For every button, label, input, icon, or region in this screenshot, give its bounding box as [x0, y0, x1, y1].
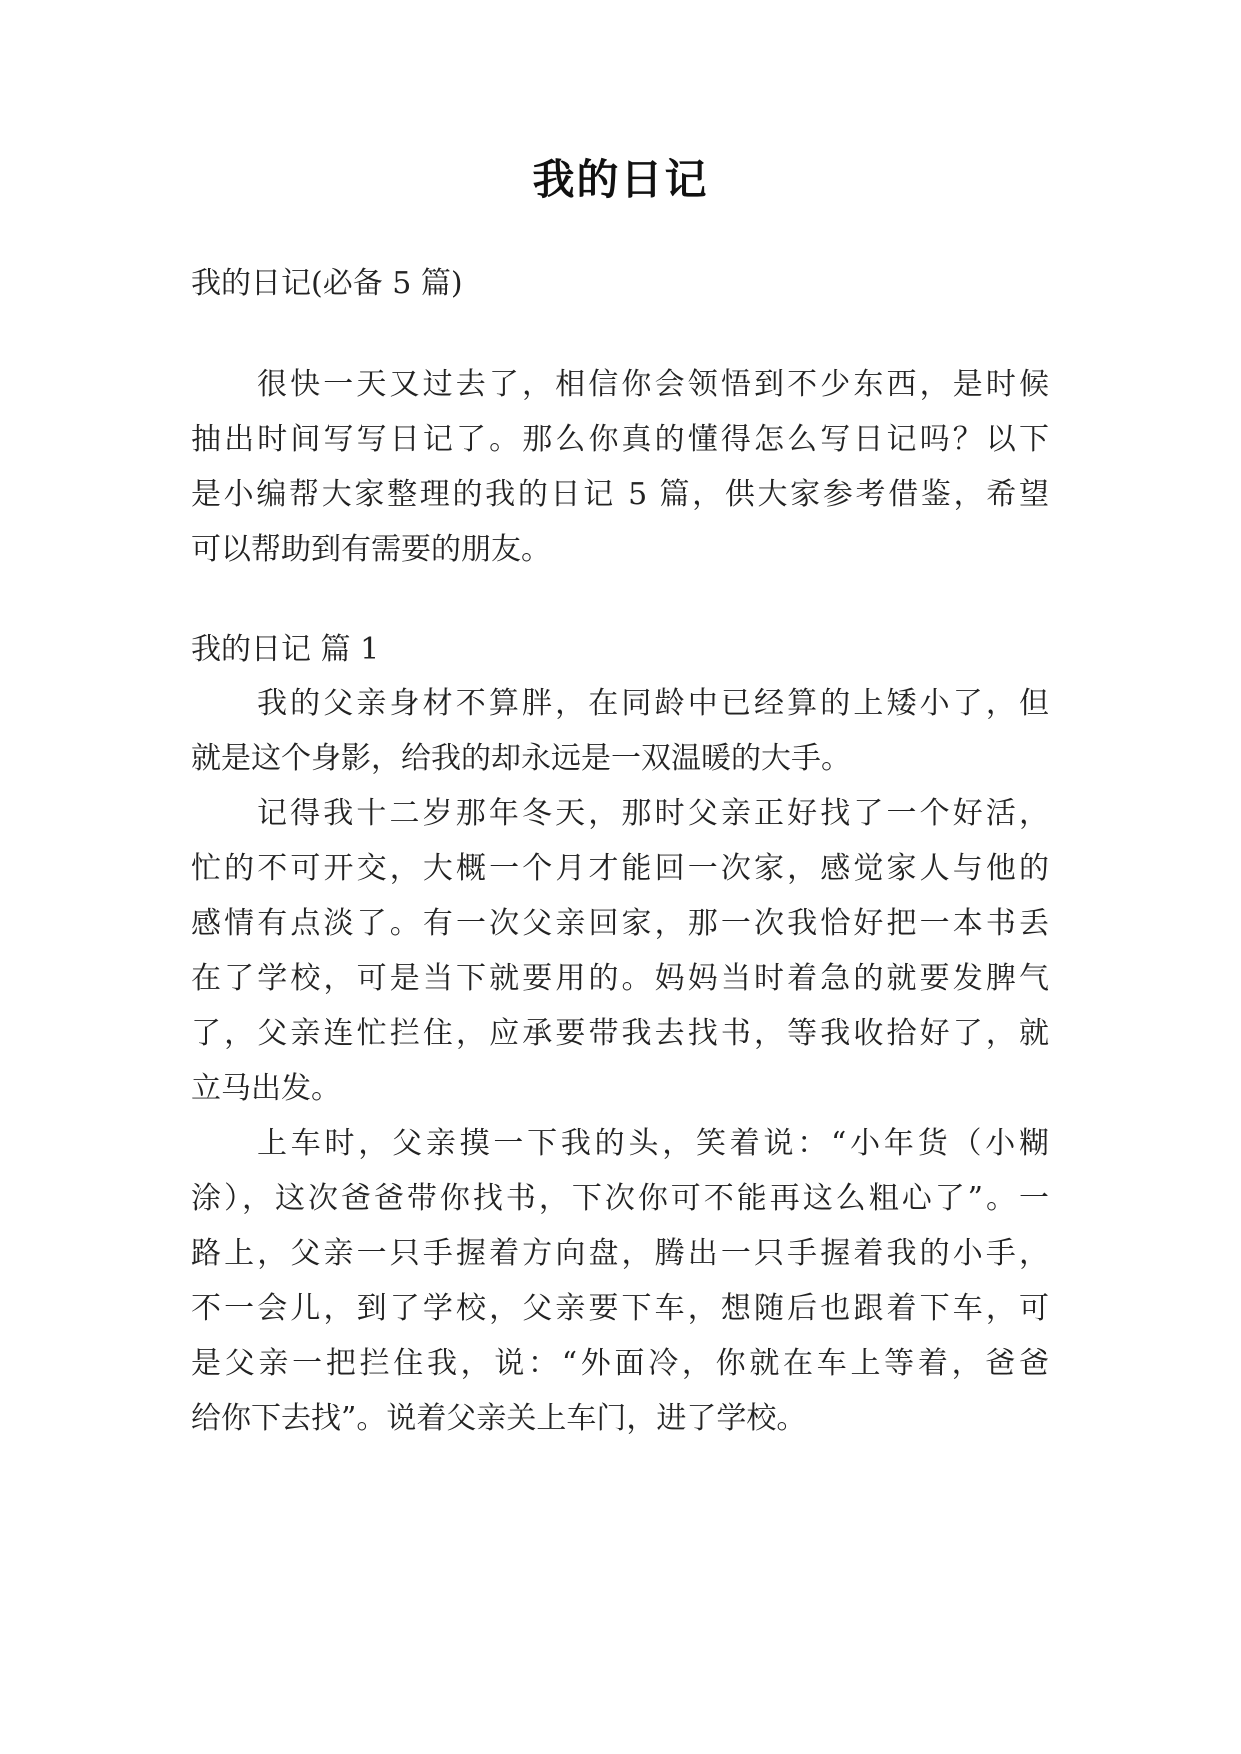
- body-line: 我的父亲身材不算胖，在同龄中已经算的上矮小了，但: [257, 686, 1049, 721]
- body-line: 上车时，父亲摸一下我的头，笑着说：“小年货（小糊: [257, 1126, 1049, 1161]
- body-line: 记得我十二岁那年冬天，那时父亲正好找了一个好活，: [257, 796, 1049, 831]
- intro-line: 抽出时间写写日记了。那么你真的懂得怎么写日记吗？以下: [191, 422, 1049, 457]
- body-line: 就是这个身影，给我的却永远是一双温暖的大手。: [191, 741, 851, 776]
- body-line: 了，父亲连忙拦住，应承要带我去找书，等我收拾好了，就: [191, 1016, 1049, 1051]
- body-line: 立马出发。: [191, 1071, 341, 1106]
- intro-line: 可以帮助到有需要的朋友。: [191, 532, 551, 567]
- intro-line: 很快一天又过去了，相信你会领悟到不少东西，是时候: [257, 367, 1049, 402]
- body-line: 感情有点淡了。有一次父亲回家，那一次我恰好把一本书丢: [191, 906, 1049, 941]
- body-line: 是父亲一把拦住我，说：“外面冷，你就在车上等着，爸爸: [191, 1346, 1049, 1381]
- document-subtitle: 我的日记(必备 5 篇): [191, 266, 463, 301]
- body-line: 涂），这次爸爸带你找书，下次你可不能再这么粗心了”。一: [191, 1181, 1049, 1216]
- body-line: 路上，父亲一只手握着方向盘，腾出一只手握着我的小手，: [191, 1236, 1049, 1271]
- body-line: 在了学校，可是当下就要用的。妈妈当时着急的就要发脾气: [191, 961, 1049, 996]
- body-line: 不一会儿，到了学校，父亲要下车，想随后也跟着下车，可: [191, 1291, 1049, 1326]
- body-line: 忙的不可开交，大概一个月才能回一次家，感觉家人与他的: [191, 851, 1049, 886]
- document-title: 我的日记: [532, 155, 709, 204]
- intro-line: 是小编帮大家整理的我的日记 5 篇，供大家参考借鉴，希望: [191, 477, 1049, 512]
- section-heading: 我的日记 篇 1: [191, 632, 380, 667]
- body-line: 给你下去找”。说着父亲关上车门，进了学校。: [191, 1401, 807, 1436]
